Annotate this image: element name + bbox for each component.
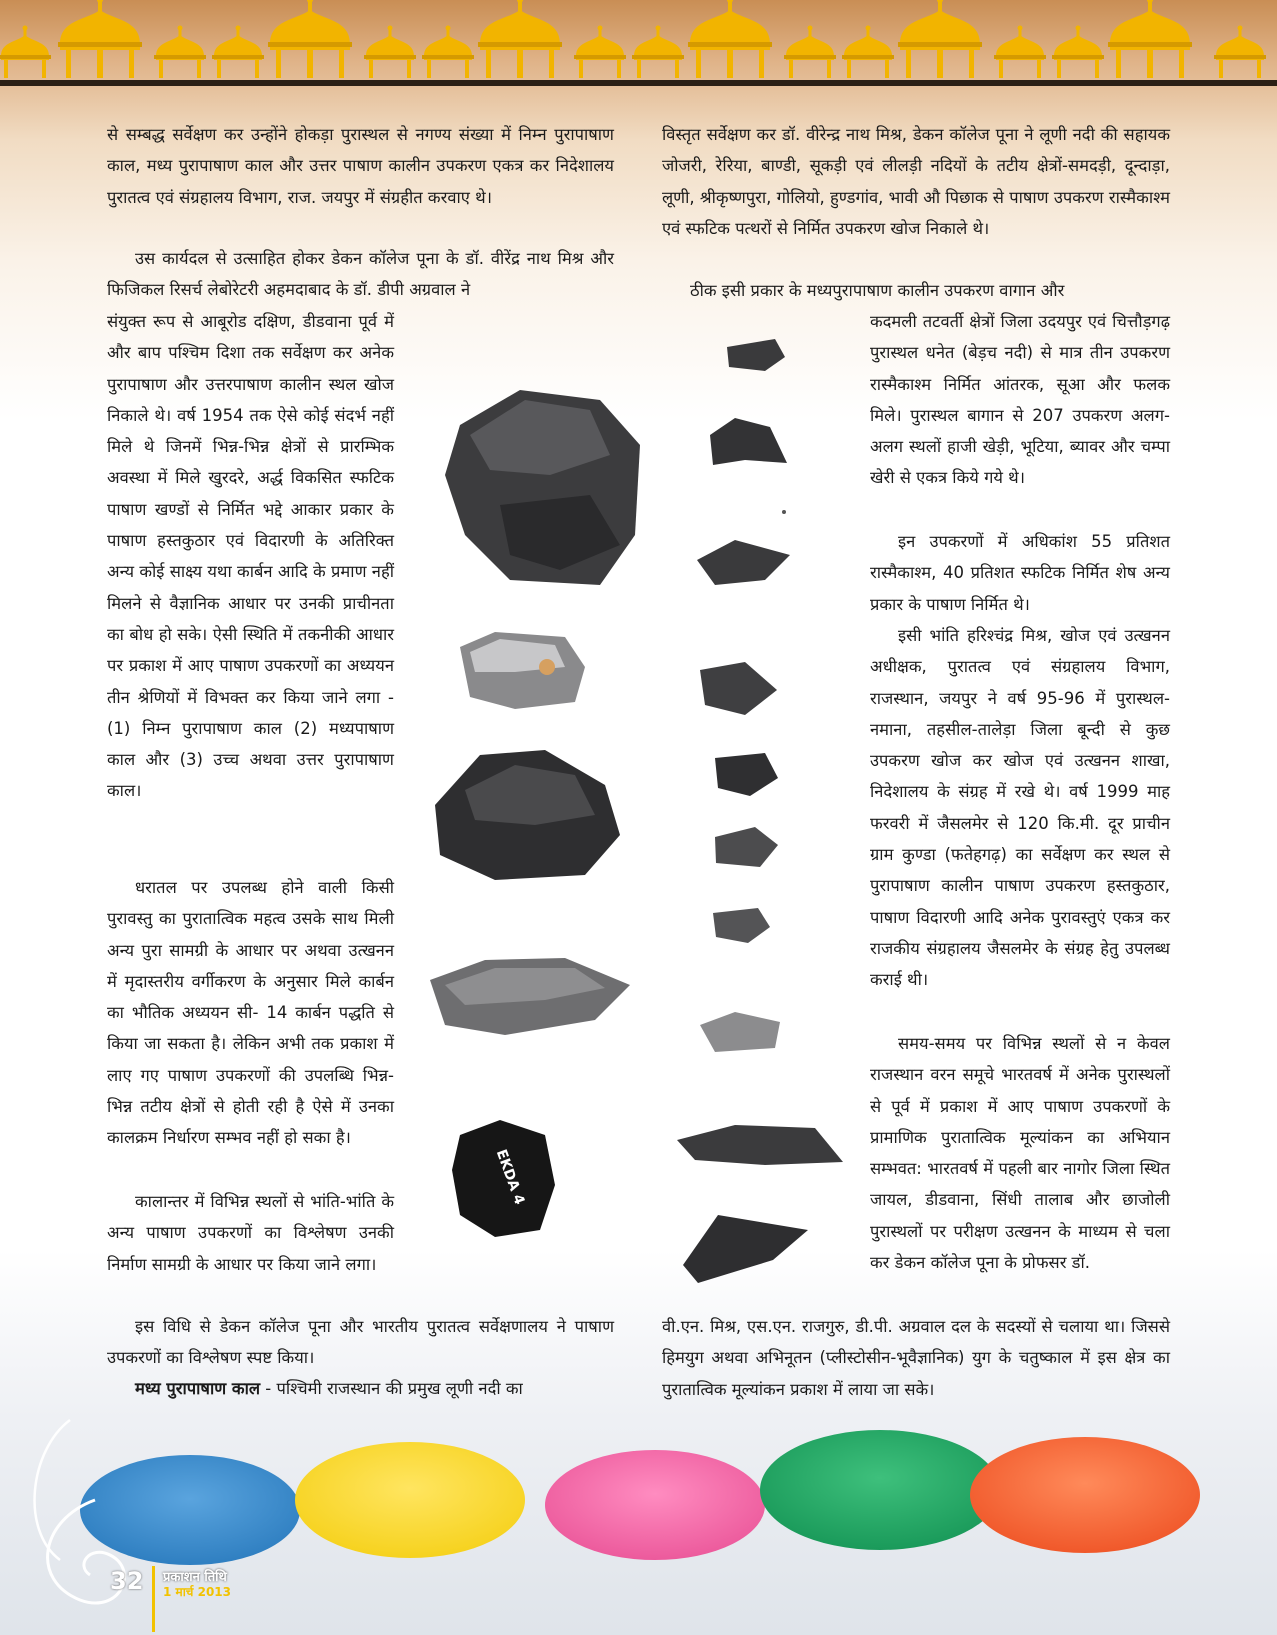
right-paragraph-5: समय-समय पर विभिन्न स्थलों से न केवल राजस्थान वरन समूचे भारतवर्ष में अनेक पुरास्थलों से पूर्व में प्रकाश में आए पाषाण उपकरणों के प्रामाणिक पुरातात्विक मूल्यांकन का अभियान सम्भवत: भारतवर्ष में पहली बार नागोर जिला स्थित जायल, डीडवाना, सिंधी तालाब और छाजोली पुरास्थलों पर परीक्षण उत्खनन के माध्यम से चला कर डेकन कॉलेज पूना के प्रोफसर डॉ. [870, 1034, 1170, 1273]
stone-flake-1-image [725, 337, 787, 375]
left-paragraph-4: धरातल पर उपलब्ध होने वाली किसी पुरावस्तु का पुरातात्विक महत्व उसके साथ मिली अन्य पुरा सामग्री के आधार पर अथवा उत्खनन में मृदास्तरीय वर्गीकरण के अनुसार मिले कार्बन का भौतिक अध्ययन सी- 14 कार्बन पद्धति से किया जा सकता है। लेकिन अभी तक प्रकाश में लाए गए पाषाण उपकरणों की उपलब्धि भिन्न-भिन्न तटीय क्षेत्रों से होती रही है ऐसे में उनका कालक्रम निर्धारण सम्भव नहीं हो सका है। [107, 878, 394, 1148]
stone-tool-core-image [425, 745, 625, 885]
section-heading-middle-paleolithic: मध्य पुरापाषाण काल [135, 1379, 261, 1398]
stone-flake-5-image [710, 748, 780, 798]
green-powder [760, 1430, 1000, 1550]
stone-tool-quartz-image [455, 627, 590, 712]
stone-tool-handaxe-image [440, 385, 650, 595]
stone-flake-8-image [695, 1010, 785, 1055]
right-paragraph-1: विस्तृत सर्वेक्षण कर डॉ. वीरेन्द्र नाथ मिश्र, डेकन कॉलेज पूना ने लूणी नदी की सहायक जोजरी, रेरिया, बाण्डी, सूकड़ी एवं लीलड़ी नदियों के तटीय क्षेत्रों-समदड़ी, दून्दाड़ा, लूणी, श्रीकृष्णपुरा, गोलियो, हुण्डगांव, भावी औ पिछाक से पाषाण उपकरण रास्मैकाश्म एवं स्फटिक पत्थरों से निर्मित उपकरण खोज निकाले थे। [662, 125, 1170, 238]
pink-powder [545, 1450, 765, 1560]
stone-flake-3-image [695, 535, 795, 590]
stone-tool-labelled-image [450, 1115, 560, 1240]
right-paragraph-2-lead: ठीक इसी प्रकार के मध्यपुरापाषाण कालीन उपकरण वागान और [690, 281, 1065, 300]
page-number: 32 [110, 1567, 144, 1595]
yellow-powder [295, 1442, 525, 1558]
right-paragraph-3: इन उपकरणों में अधिकांश 55 प्रतिशत रास्मैकाश्म, 40 प्रतिशत स्फटिक निर्मित शेष अन्य प्रकार के पाषाण निर्मित थे। [870, 532, 1170, 614]
stone-label: EKDA 4 [492, 1147, 528, 1207]
right-paragraph-2: कदमली तटवर्ती क्षेत्रों जिला उदयपुर एवं चित्तौड़गढ़ पुरास्थल धनेत (बेड़च नदी) से मात्र तीन उपकरण रास्मैकाश्म निर्मित आंतरक, सूआ और फलक मिले। पुरास्थल बागान से 207 उपकरण अलग-अलग स्थलों हाजी खेड़ी, भूटिया, ब्यावर और चम्पा खेरी से एकत्र किये गये थे। [870, 312, 1170, 488]
left-paragraph-3: संयुक्त रूप से आबूरोड दक्षिण, डीडवाना पूर्व में और बाप पश्चिम दिशा तक सर्वेक्षण कर अनेक पुरापाषाण और उत्तरपाषाण कालीन स्थल खोज निकाले थे। वर्ष 1954 तक ऐसे कोई संदर्भ नहीं मिले थे जिनमें भिन्न-भिन्न क्षेत्रों से प्रारम्भिक अवस्था में मिले खुरदरे, अर्द्ध विकसित स्फटिक पाषाण खण्डों से निर्मित भद्दे आकार प्रकार के पाषाण हस्तकुठार एवं विदारणी के अतिरिक्त अन्य कोई साक्ष्य यथा कार्बन आदि के प्रमाण नहीं मिलने से वैज्ञानिक आधार पर उनकी प्राचीनता का बोध हो सके। ऐसी स्थिति में तकनीकी आधार पर प्रकाश में आए पाषाण उपकरणों का अध्ययन तीन श्रेणियों में विभक्त कर किया जाने लगा - (1) निम्न पुरापाषाण काल (2) मध्यपाषाण काल और (3) उच्च अथवा उत्तर पुरापाषाण काल। [107, 312, 394, 801]
stone-tool-blade-image [425, 950, 635, 1040]
stone-flake-9-image [675, 1120, 845, 1170]
right-paragraph-4: इसी भांति हरिश्चंद्र मिश्र, खोज एवं उत्खनन अधीक्षक, पुरातत्व एवं संग्रहालय विभाग, राजस्थान, जयपुर ने वर्ष 95-96 में पुरास्थल-नमाना, तहसील-तालेड़ा जिला बून्दी से कुछ उपकरण खोज कर खोज एवं उत्खनन शाखा, निदेशालय के संग्रह में रखे थे। वर्ष 1999 माह फरवरी में जैसलमेर से 120 कि.मी. दूर प्राचीन ग्राम कुण्डा (फतेहगढ़) का सर्वेक्षण कर स्थल से पुरापाषाण कालीन पाषाण उपकरण हस्तकुठार, पाषाण विदारणी आदि अनेक पुरावस्तुएं एकत्र कर राजकीय संग्रहालय जैसलमेर के संग्रह हेतु उपलब्ध कराई थी। [870, 626, 1170, 990]
blue-powder [80, 1455, 300, 1565]
left-paragraph-6: इस विधि से डेकन कॉलेज पूना और भारतीय पुरातत्व सर्वेक्षणालय ने पाषाण उपकरणों का विश्लेषण स्पष्ट किया। [107, 1317, 614, 1368]
left-paragraph-5: कालान्तर में विभिन्न स्थलों से भांति-भांति के अन्य पाषाण उपकरणों का विश्लेषण उनकी निर्माण सामग्री के आधार पर किया जाने लगा। [107, 1192, 394, 1274]
publication-label: प्रकाशन तिथि [163, 1570, 227, 1585]
header-domes-banner [0, 0, 1277, 92]
stone-flake-4-image [695, 660, 780, 720]
stone-flake-10-image [678, 1205, 813, 1285]
orange-powder [970, 1437, 1200, 1553]
right-paragraph-6: वी.एन. मिश्र, एस.एन. राजगुरु, डी.पी. अग्रवाल दल के सदस्यों से चलाया था। जिससे हिमयुग अथवा अभिनूतन (प्लीस्टोसीन-भूवैज्ञानिक) युग के चतुष्काल में इस क्षेत्र का पुरातात्विक मूल्यांकन प्रकाश में लाया जा सके। [662, 1317, 1170, 1399]
footer-accent-bar [152, 1566, 155, 1632]
left-paragraph-2: उस कार्यदल से उत्साहित होकर डेकन कॉलेज पूना के डॉ. वीरेंद्र नाथ मिश्र और फिजिकल रिसर्च लेबोरेटरी अहमदाबाद के डॉ. डीपी अग्रवाल ने [107, 249, 614, 300]
stone-flake-6-image [710, 825, 780, 870]
stone-flake-7-image [708, 905, 773, 945]
stone-flake-2-image [705, 415, 790, 470]
publication-date: 1 मार्च 2013 [163, 1585, 232, 1599]
dot-mark [780, 508, 788, 516]
header-divider [0, 80, 1277, 86]
left-paragraph-7-text: - पश्चिमी राजस्थान की प्रमुख लूणी नदी का [260, 1379, 523, 1398]
left-paragraph-1: से सम्बद्ध सर्वेक्षण कर उन्होंने होकड़ा पुरास्थल से नगण्य संख्या में निम्न पुरापाषाण काल, मध्य पुरापाषाण काल और उत्तर पाषाण कालीन उपकरण एकत्र कर निदेशालय पुरातत्व एवं संग्रहालय विभाग, राज. जयपुर में संग्रहीत करवाए थे। [107, 125, 614, 207]
